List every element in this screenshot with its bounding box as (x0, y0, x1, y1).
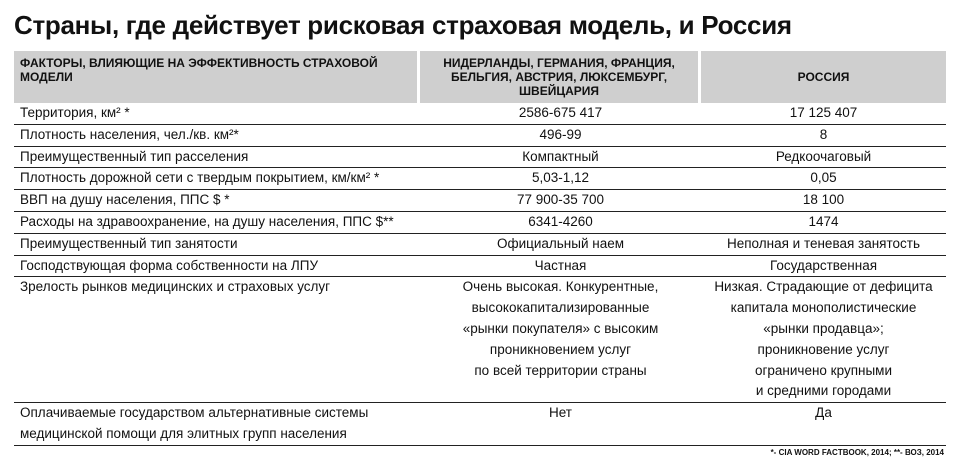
header-factors: ФАКТОРЫ, ВЛИЯЮЩИЕ НА ЭФФЕКТИВНОСТЬ СТРАХОВОЙ МОДЕЛИ (14, 51, 420, 103)
text-line: Низкая. Страдающие от дефицита (714, 279, 933, 295)
footnote: *- CIA WORD FACTBOOK, 2014; **- ВОЗ, 2014 (770, 448, 944, 457)
row-factor: Преимущественный тип занятости (14, 234, 420, 256)
row-factor: Плотность населения, чел./кв. км²* (14, 125, 420, 147)
text-line: медицинской помощи для элитных групп населения (20, 425, 347, 441)
comparison-table (14, 51, 946, 446)
row-group-value: Нет (420, 403, 701, 446)
row-group-value: 496-99 (420, 125, 701, 147)
table-row (14, 190, 946, 212)
table-row (14, 234, 946, 256)
maturity-russia-value (701, 277, 946, 403)
table-header-row (14, 51, 946, 103)
row-factor: Господствующая форма собственности на ЛПУ (14, 256, 420, 278)
table-row (14, 147, 946, 169)
text-line: высококапитализированные (471, 300, 650, 316)
row-russia-value: 8 (701, 125, 946, 147)
table-row-alternative-systems (14, 403, 946, 446)
row-group-value: 2586-675 417 (420, 103, 701, 125)
row-factor (14, 403, 420, 446)
page-title: Страны, где действует рисковая страховая модель, и Россия (14, 10, 792, 40)
row-group-value: 77 900-35 700 (420, 190, 701, 212)
table-row (14, 103, 946, 125)
row-factor: Зрелость рынков медицинских и страховых услуг (14, 277, 420, 403)
row-group-value: Компактный (420, 147, 701, 169)
text-line: «рынки покупателя» с высоким (462, 320, 659, 336)
text-line: Очень высокая. Конкурентные, (462, 279, 659, 295)
row-russia-value: Неполная и теневая занятость (701, 234, 946, 256)
header-countries-group: НИДЕРЛАНДЫ, ГЕРМАНИЯ, ФРАНЦИЯ, БЕЛЬГИЯ, АВСТРИЯ, ЛЮКСЕМБУРГ, ШВЕЙЦАРИЯ (420, 51, 701, 103)
text-line: и средними городами (755, 383, 892, 399)
text-line: проникновением услуг (489, 341, 632, 357)
row-russia-value: 18 100 (701, 190, 946, 212)
row-factor: Преимущественный тип расселения (14, 147, 420, 169)
text-line: проникновение услуг (757, 341, 890, 357)
row-russia-value: 1474 (701, 212, 946, 234)
table-row-maturity (14, 277, 946, 403)
text-line: по всей территории страны (474, 362, 647, 378)
row-factor: Территория, км² * (14, 103, 420, 125)
text-line: капитала монополистические (730, 300, 917, 316)
text-line: «рынки продавца»; (763, 320, 884, 336)
text-line: ограничено крупными (754, 362, 892, 378)
table-row (14, 168, 946, 190)
row-russia-value: Да (701, 403, 946, 446)
row-group-value: 6341-4260 (420, 212, 701, 234)
row-group-value: 5,03-1,12 (420, 168, 701, 190)
row-russia-value: 0,05 (701, 168, 946, 190)
table-row (14, 125, 946, 147)
table-row (14, 256, 946, 278)
header-russia: РОССИЯ (701, 51, 946, 103)
row-group-value: Официальный наем (420, 234, 701, 256)
row-group-value: Частная (420, 256, 701, 278)
table-row (14, 212, 946, 234)
row-factor: Расходы на здравоохранение, на душу населения, ППС $** (14, 212, 420, 234)
row-russia-value: Государственная (701, 256, 946, 278)
row-factor: Плотность дорожной сети с твердым покрытием, км/км² * (14, 168, 420, 190)
maturity-group-value (420, 277, 701, 403)
row-russia-value: Редкоочаговый (701, 147, 946, 169)
row-russia-value: 17 125 407 (701, 103, 946, 125)
text-line: Оплачиваемые государством альтернативные системы (20, 405, 369, 421)
row-factor: ВВП на душу населения, ППС $ * (14, 190, 420, 212)
